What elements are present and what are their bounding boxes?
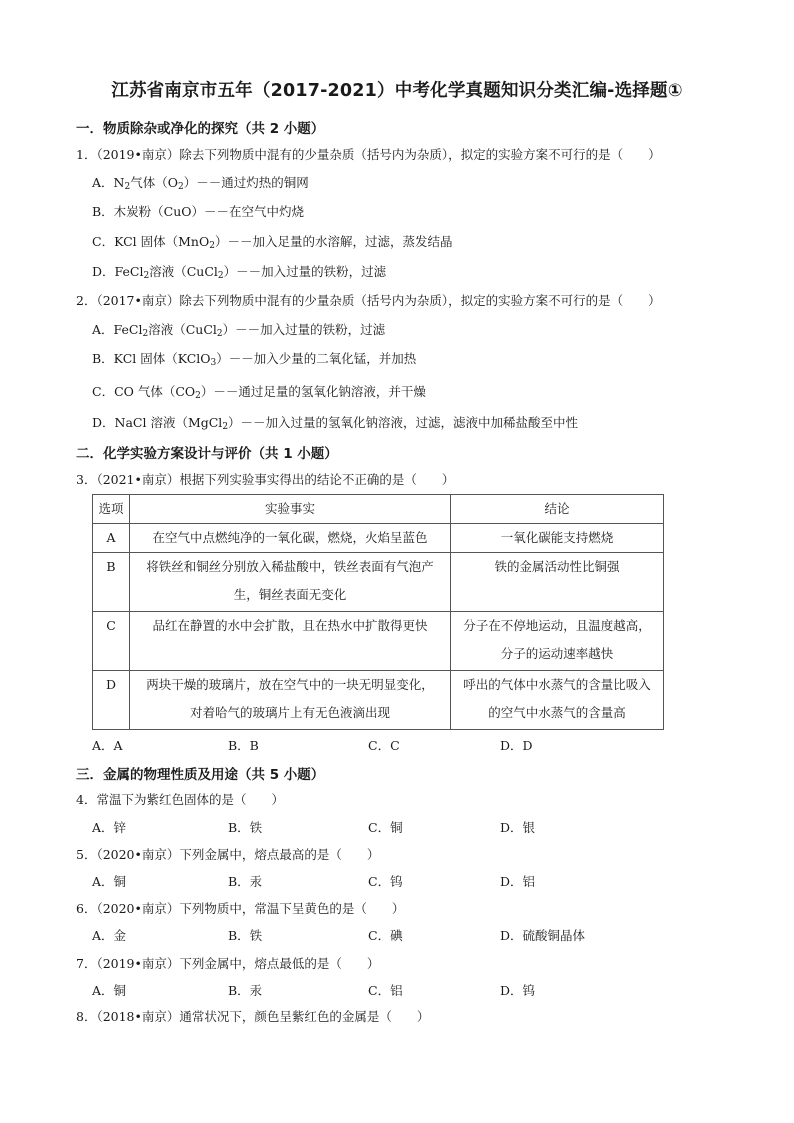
table-header-cell: 结论 [451, 495, 664, 524]
option-b: B．B [228, 738, 259, 753]
table-row [93, 671, 664, 730]
table-cell-option: C [93, 612, 130, 671]
question-8-stem: 8．（2018•南京）通常状况下，颜色呈紫红色的金属是（ ） [76, 1009, 430, 1024]
table-header-cell: 选项 [93, 495, 130, 524]
question-1-option-a: A．$N_2$气体$(O_2)--$通过灼热的铜网 [92, 175, 309, 192]
option-a: A．锌 [92, 820, 127, 835]
table-cell-option: B [93, 553, 130, 612]
question-4-stem: 4．常温下为紫红色固体的是（ ） [76, 792, 284, 807]
option-c: C．铝 [368, 983, 403, 998]
option-b: B．汞 [228, 874, 263, 889]
table-cell-option: D [93, 671, 130, 730]
option-d: D．铝 [500, 874, 536, 889]
table-cell-conclusion: 分子在不停地运动，且温度越高， 分子的运动速率越快 [451, 612, 664, 671]
option-c: C．钨 [368, 874, 403, 889]
question-2-option-b: B．KCl 固体（KClO$_3$）－－加入少量的二氧化锰，并加热 [92, 351, 417, 368]
option-b: B．汞 [228, 983, 263, 998]
section-heading-1: 一．物质除杂或净化的探究（共 2 小题） [76, 121, 325, 137]
table-header-row [93, 495, 664, 524]
question-1-option-c: C．KCl 固体（MnO$_2$）－－加入足量的水溶解，过滤，蒸发结晶 [92, 234, 453, 251]
option-c: C．铜 [368, 820, 403, 835]
option-a: A．铜 [92, 983, 127, 998]
question-1-stem: 1．（2019•南京）除去下列物质中混有的少量杂质（括号内为杂质），拟定的实验方案不可行的是（ ） [76, 147, 661, 162]
table-cell-fact: 在空气中点燃纯净的一氧化碳，燃烧，火焰呈蓝色 [130, 524, 451, 553]
question-6-stem: 6．（2020•南京）下列物质中，常温下呈黄色的是（ ） [76, 901, 405, 916]
option-a: A．铜 [92, 874, 127, 889]
section-heading-2: 二．化学实验方案设计与评价（共 1 小题） [76, 446, 338, 462]
option-b: B．铁 [228, 820, 263, 835]
option-a: A．金 [92, 928, 127, 943]
table-row [93, 553, 664, 612]
experiment-table [92, 494, 664, 730]
option-b: B．铁 [228, 928, 263, 943]
table-cell-conclusion: 呼出的气体中水蒸气的含量比吸入 的空气中水蒸气的含量高 [451, 671, 664, 730]
option-c: C．碘 [368, 928, 403, 943]
table-cell-conclusion: 一氧化碳能支持燃烧 [451, 524, 664, 553]
question-2-option-c: C．CO 气体$(CO_2)--$通过足量的氢氧化钠溶液，并干燥 [92, 384, 426, 401]
question-7-stem: 7．（2019•南京）下列金属中，熔点最低的是（ ） [76, 956, 380, 971]
question-5-stem: 5．（2020•南京）下列金属中，熔点最高的是（ ） [76, 847, 380, 862]
question-1-option-d: D．FeCl$_2$溶液（CuCl$_2$）－－加入过量的铁粉，过滤 [92, 264, 387, 281]
option-d: D．钨 [500, 983, 536, 998]
table-cell-fact: 将铁丝和铜丝分别放入稀盐酸中，铁丝表面有气泡产 生，铜丝表面无变化 [130, 553, 451, 612]
question-2-stem: 2．（2017•南京）除去下列物质中混有的少量杂质（括号内为杂质），拟定的实验方案不可行的是（ ） [76, 293, 661, 308]
section-heading-3: 三．金属的物理性质及用途（共 5 小题） [76, 767, 325, 783]
question-1-option-b: B．木炭粉（CuO）－－在空气中灼烧 [92, 204, 305, 219]
option-d: D．银 [500, 820, 536, 835]
question-2-option-d: D．NaCl 溶液（MgCl$_2$）－－加入过量的氢氧化钠溶液，过滤，滤液中加稀盐酸至中性 [92, 415, 579, 432]
question-3-stem: 3．（2021•南京）根据下列实验事实得出的结论不正确的是（ ） [76, 472, 455, 487]
table-cell-fact: 品红在静置的水中会扩散，且在热水中扩散得更快 [130, 612, 451, 671]
option-d: D．D [500, 738, 533, 753]
question-2-option-a: A．FeCl$_2$溶液（CuCl$_2$）－－加入过量的铁粉，过滤 [92, 322, 386, 339]
table-cell-conclusion: 铁的金属活动性比铜强 [451, 553, 664, 612]
table-row [93, 524, 664, 553]
table-header-cell: 实验事实 [130, 495, 451, 524]
table-row [93, 612, 664, 671]
table-cell-fact: 两块干燥的玻璃片，放在空气中的一块无明显变化， 对着哈气的玻璃片上有无色液滴出现 [130, 671, 451, 730]
option-c: C．C [368, 738, 400, 753]
option-a: A．A [92, 738, 123, 753]
option-d: D．硫酸铜晶体 [500, 928, 586, 943]
table-cell-option: A [93, 524, 130, 553]
page-title: 江苏省南京市五年（2017-2021）中考化学真题知识分类汇编-选择题① [111, 81, 683, 101]
